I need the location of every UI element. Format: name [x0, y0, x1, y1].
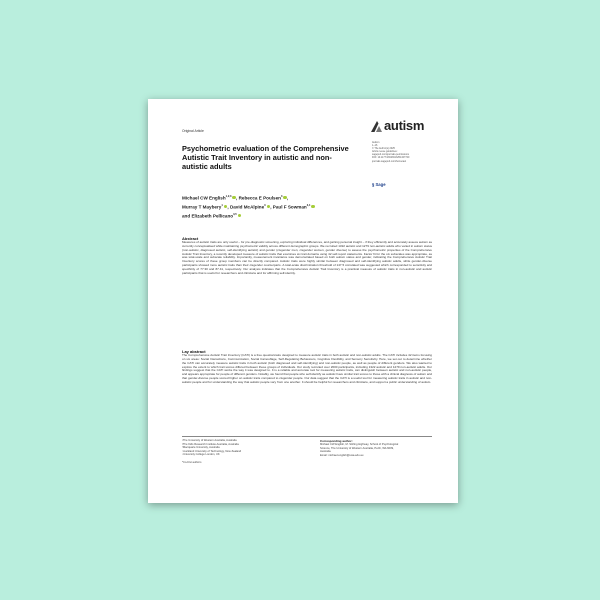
publisher-name: Sage — [375, 182, 386, 187]
author-name: David McAlpine — [229, 204, 265, 210]
corr-line: Science, The University of Western Australia, Perth, WA 6009, — [320, 446, 394, 450]
affiliation-line: ³Macquarie University, Australia — [182, 446, 220, 450]
journal-name: autism — [384, 118, 425, 133]
journal-meta-line: Autism — [372, 141, 380, 144]
author-affil: 3,5 — [233, 212, 237, 216]
author-affil: 3,4 — [306, 203, 311, 207]
journal-meta-line: Article reuse guidelines: — [372, 150, 398, 154]
author-affil: 1,2,3 — [225, 195, 232, 198]
abstract-heading: Abstract — [182, 236, 199, 241]
orcid-icon[interactable] — [267, 205, 271, 209]
orcid-icon[interactable] — [311, 205, 315, 209]
lay-abstract-text: The Comprehensive Autistic Trait Inventory (CATI) is a free questionnaire designed to measure autistic traits in both autistic and non-autistic adults. The CATI includes 42 items focusing on six areas: Social Interactions, Communication, Social Camouflage, Self-Regulating Behaviours, Cognitive Flexibility, and Sensory Sensitivity. Here, we set out to determine whether the CATI can accurately measure autistic traits in both autistic (both diagnosed and self-identifying) and non-autistic people, as well as people of different genders. We also wanted to explore the extent to which trait scores differed between these groups of individuals. Our study recruited over 2600 participants, including 1322 autistic and 1279 non-autistic adults. Our findings suggest that the CATI works the way it was designed to. It is a reliable and accurate tool for measuring autistic traits, can distinguish between autistic and non-autistic people, and appears appropriate for people of different genders. Notably, we found that people who self-identify as autistic have similar trait scores to those with a clinical diagnosis of autism and that gender-diverse people scored higher on autistic traits compared to cisgender people. Our data suggest that the CATI is a useful tool for measuring autistic traits in autistic and non-autistic people and for understanding the way that autistic people vary from one another. It should be helpful for researchers and clinicians, and support a public understanding of autism. — [182, 353, 432, 384]
journal-logo-mark — [370, 120, 383, 133]
journal-meta-line: 1–16 — [372, 144, 378, 148]
publisher-logo — [372, 182, 386, 187]
author-affil: 3 — [264, 203, 266, 207]
affiliation-line: ¹The University of Western Australia, Australia — [182, 439, 237, 442]
author-name: Rebecca E Poulsen — [238, 195, 281, 201]
co-first-note: *Co-first authors — [182, 460, 202, 464]
corresponding-author-heading: Corresponding author: — [320, 439, 353, 443]
orcid-icon[interactable] — [232, 196, 236, 200]
footer-divider — [182, 436, 432, 437]
and-word: and — [182, 213, 191, 219]
author-name: Elizabeth Pellicano — [191, 213, 234, 219]
orcid-icon[interactable] — [280, 195, 287, 200]
author-affil: 3 — [280, 195, 283, 198]
journal-logo — [370, 117, 440, 137]
author-name: Paul F Sowman — [272, 204, 307, 210]
article-type: Original Article — [182, 129, 204, 133]
abstract-text: Measures of autistic traits are only useful – for pre-diagnostic screening, exploring individual differences, and gaining personal insight – if they efficiently and accurately assess autism as currently conceptualised while maintaining psychometric validity across different demographic groups. We recruited 1322 autistic and 1279 non-autistic adults who varied in autism status (non-autistic, diagnosed autistic, self-identifying autistic) and gender (cisgender men, cisgender women, gender diverse) to assess the psychometric properties of the Comprehensive Autistic Trait Inventory, a recently developed measure of autistic traits that examines six trait domains using 42 self-report statements. Factor fit for the six subscales was appropriate, as was total-scale and subscale reliability. Importantly, measurement invariance was demonstrated based on both autism status and gender, indicating the Comprehensive Autistic Trait Inventory scores of these group members can be directly compared. Autistic traits were highly similar between diagnosed and self-identifying autistic adults, while gender-diverse participants showed more autistic traits than their cisgender counterparts. A total-scale discrimination threshold of 147.5 correlated was suggested which corresponded to sensitivity and specificity of 77.30 and 87.41, respectively. Our analysis indicates that the Comprehensive Autistic Trait Inventory is a practical measure of autistic traits in non-autistic and autistic participants that is useful for researchers and clinicians and for affirming self-identity. — [182, 240, 432, 275]
journal-meta-line: sagepub.com/journals-permissions — [372, 153, 409, 157]
corr-line: Australia. — [320, 450, 332, 454]
corresponding-author-details — [320, 443, 432, 457]
affiliation-line: ⁵University College London, UK — [182, 453, 220, 457]
journal-meta-line: journals.sagepub.com/home/aut — [372, 159, 407, 163]
affiliations — [182, 439, 302, 464]
corr-line: Michael CW English, M. Stirling Highway, School of Psychological — [320, 443, 399, 446]
author-list: Michael CW English$^{1,2,3}$ , Rebecca E Poulsen$^3$ , Murray T Maybery$^1$ , David McAlpine$^3$ , Paul F Sowman$^{3,4}$ and Elizabeth Pellicano$^{3,5}$ — [182, 193, 362, 220]
author-affil: 1 — [221, 203, 223, 207]
paper-title: Psychometric evaluation of the Comprehensive Autistic Trait Inventory in autistic and non-autistic adults — [182, 144, 349, 172]
author-name: Michael CW English — [182, 195, 226, 201]
author-name: Murray T Maybery — [182, 204, 222, 210]
orcid-icon[interactable] — [238, 214, 242, 218]
lay-abstract-heading: Lay abstract — [182, 349, 206, 354]
journal-meta-line: DOI: 10.1177/13623613251347740 — [372, 156, 410, 160]
journal-meta — [372, 141, 442, 163]
affiliation-line: ²The Kids Research Institute Australia, Australia — [182, 442, 239, 446]
paper-page — [148, 99, 458, 503]
orcid-icon[interactable] — [224, 205, 228, 209]
sage-icon: § — [372, 182, 375, 187]
affiliation-line: ⁴Auckland University of Technology, New Zealand — [182, 449, 242, 453]
journal-meta-line: © The Author(s) 2025 — [372, 147, 395, 151]
corr-email[interactable]: Email: michael.english@uwa.edu.au — [320, 453, 364, 457]
